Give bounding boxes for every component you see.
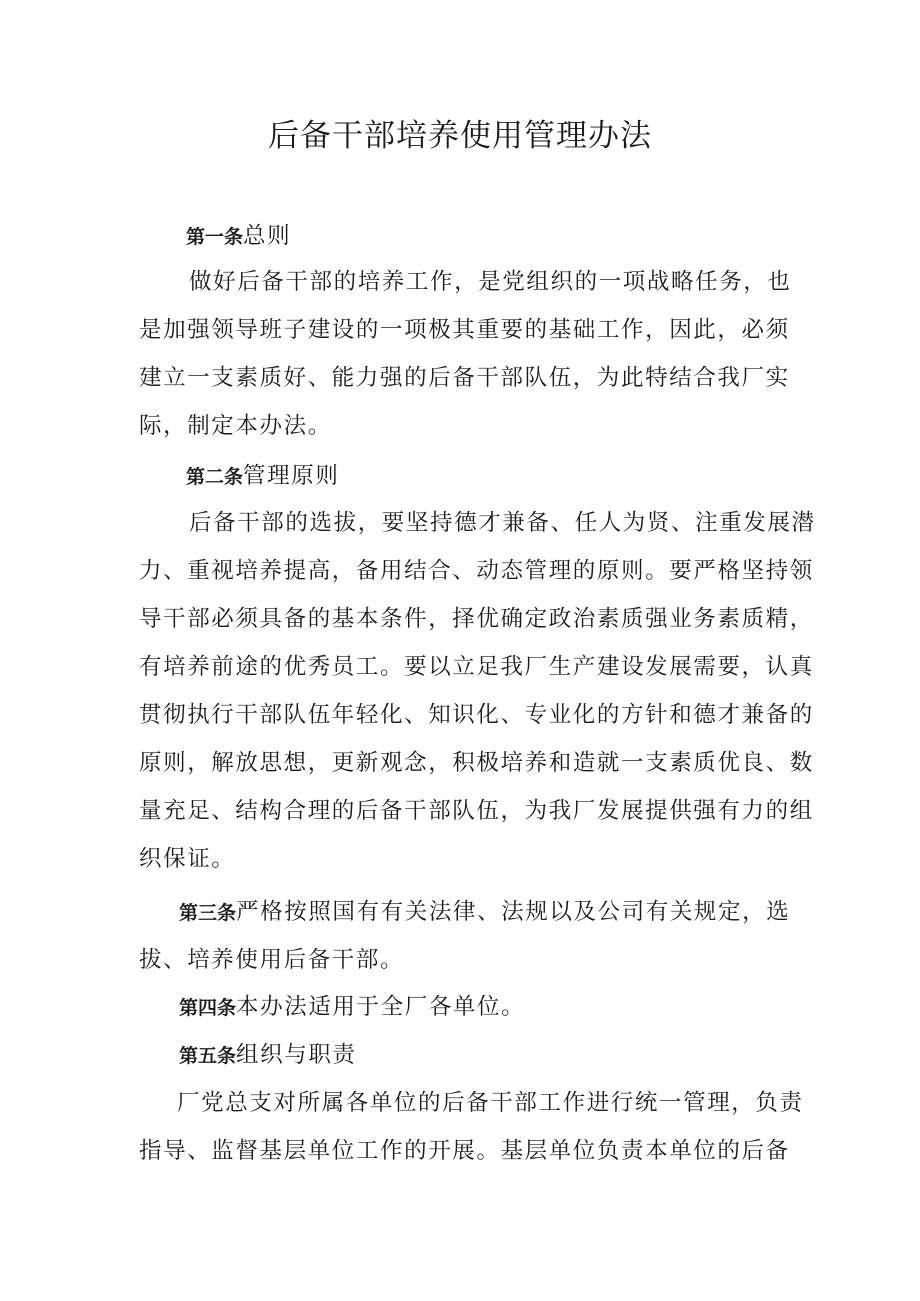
- article-3-line: [139, 888, 790, 936]
- article-1-line: 是加强领导班子建设的一项极其重要的基础工作，因此，必须: [139, 317, 790, 343]
- article-2-line: 织保证。: [139, 846, 236, 872]
- article-1-line: 际，制定本办法。: [139, 413, 332, 439]
- article-4-line: [139, 983, 525, 1031]
- article-5-line: 厂党总支对所属各单位的后备干部工作进行统一管理，负责: [177, 1090, 804, 1116]
- article-3-line: 拔、培养使用后备干部。: [139, 947, 405, 973]
- article-1-title: 总则: [243, 223, 292, 249]
- document-title: 后备干部培养使用管理办法: [268, 118, 652, 154]
- article-1-label: 第一条: [186, 226, 244, 248]
- article-2-body: [139, 499, 816, 883]
- article-1-line: 做好后备干部的培养工作，是党组织的一项战略任务，也: [189, 269, 792, 295]
- article-5-heading: [139, 1031, 357, 1079]
- article-2-line: 力、重视培养提高，备用结合、动态管理的原则。要严格坚持领: [139, 558, 814, 584]
- article-2-line: 导干部必须具备的基本条件，择优确定政治素质强业务素质精，: [139, 606, 814, 632]
- article-5-body: [139, 1079, 804, 1175]
- article-3-label: 第三条: [179, 902, 237, 924]
- article-1-heading: [186, 212, 291, 261]
- article-3-body: [139, 888, 790, 984]
- article-2-line: 贯彻执行干部队伍年轻化、知识化、专业化的方针和德才兼备的: [139, 702, 814, 728]
- article-2-line: 量充足、结构合理的后备干部队伍，为我厂发展提供强有力的组: [139, 798, 814, 824]
- article-5-label: 第五条: [179, 1045, 237, 1067]
- article-1-line: 建立一支素质好、能力强的后备干部队伍，为此特结合我厂实: [139, 365, 790, 391]
- article-2-label: 第二条: [186, 466, 244, 488]
- article-2-line: 原则，解放思想，更新观念，积极培养和造就一支素质优良、数: [139, 750, 814, 776]
- article-2-line: 后备干部的选拔，要坚持德才兼备、任人为贤、注重发展潜: [189, 510, 816, 536]
- article-5-line: 指导、监督基层单位工作的开展。基层单位负责本单位的后备: [139, 1138, 790, 1164]
- article-5-heading-line: [139, 1031, 357, 1079]
- article-1-body: [139, 258, 792, 450]
- article-3-text: 严格按照国有有关法律、法规以及公司有关规定，选: [236, 899, 791, 925]
- article-4-body: [139, 983, 525, 1031]
- article-2-line: 有培养前途的优秀员工。要以立足我厂生产建设发展需要，认真: [139, 654, 814, 680]
- article-4-label: 第四条: [179, 997, 237, 1019]
- article-2-heading: [186, 452, 339, 501]
- article-5-title: 组织与职责: [236, 1042, 357, 1068]
- article-4-text: 本办法适用于全厂各单位。: [236, 994, 526, 1020]
- article-2-title: 管理原则: [243, 463, 340, 489]
